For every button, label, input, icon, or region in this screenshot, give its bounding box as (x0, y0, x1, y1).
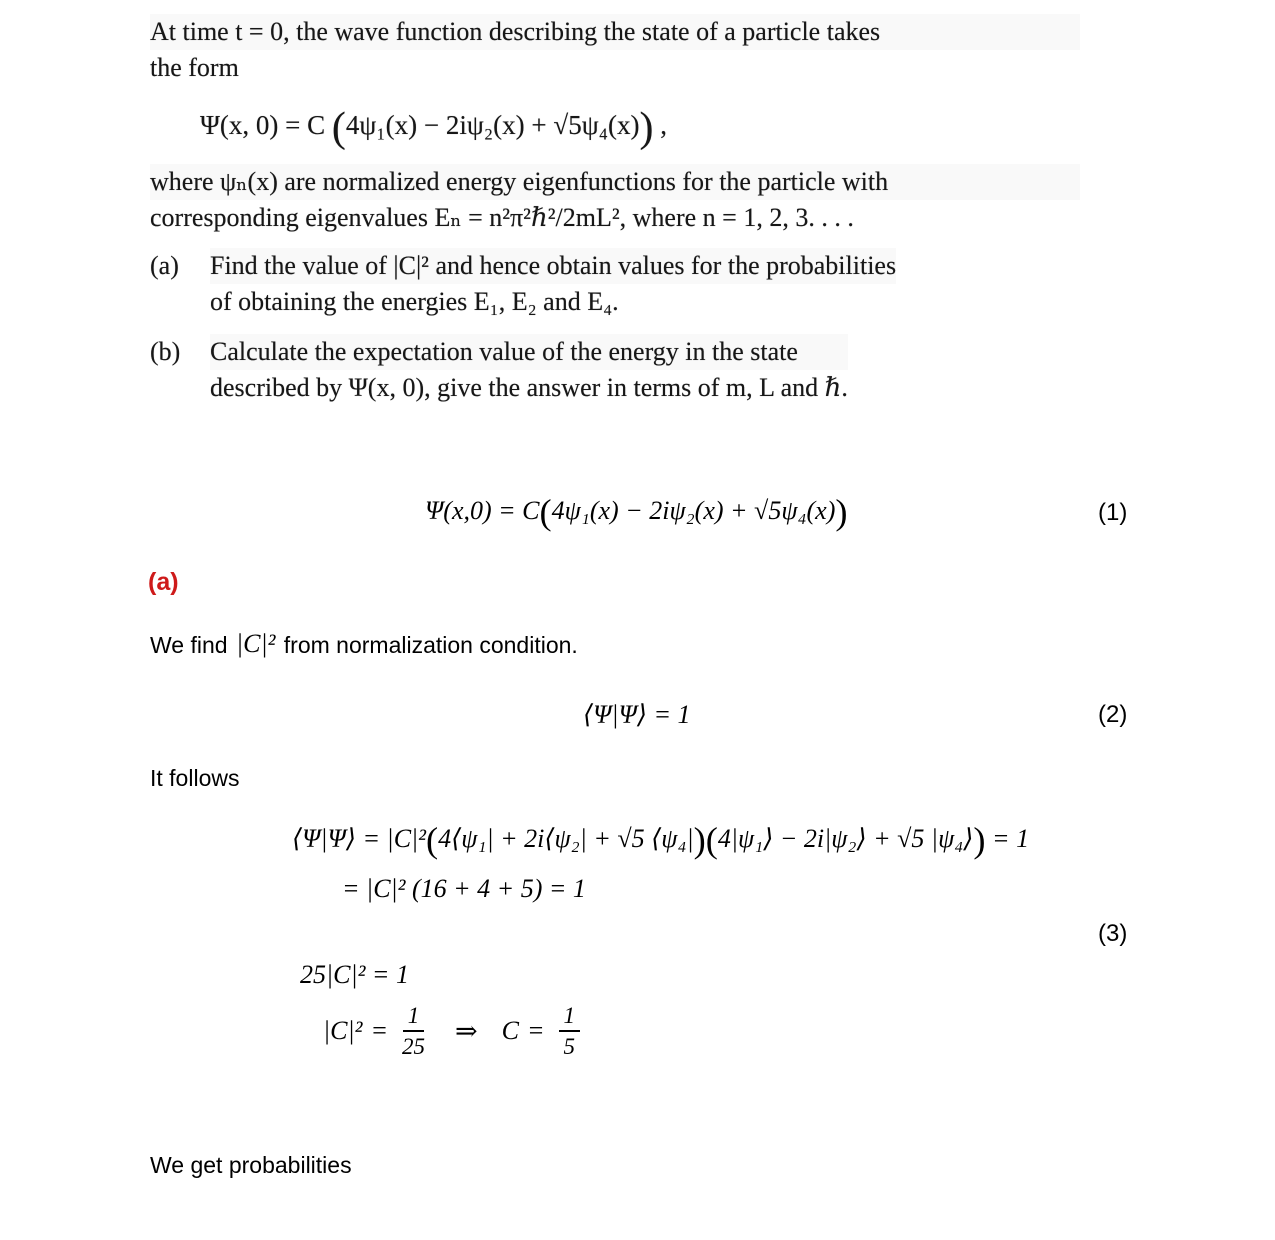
item-b-line: described by Ψ(x, 0), give the answer in terms of m, L and ℏ. (210, 373, 848, 402)
equation-number-3: (3) (1098, 920, 1128, 947)
eq3-seg: ⟨Ψ|Ψ⟩ = |C|² (292, 824, 426, 853)
problem-paragraph-line: corresponding eigenvalues Eₙ = n²π²ℏ²/2mL², where n = 1, 2, 3. . . . (150, 203, 854, 232)
item-b-text (210, 334, 848, 406)
close-paren: ) (835, 492, 848, 533)
problem-item-b (150, 334, 1080, 406)
fraction-denominator: 25 (401, 1034, 425, 1059)
open-paren: ( (331, 105, 346, 152)
sentence-prefix: We find (150, 632, 234, 658)
closing-text: We get probabilities (150, 1152, 352, 1178)
section-a-heading: (a) (148, 568, 179, 596)
problem-statement (150, 14, 1080, 406)
close-paren: ) (973, 820, 986, 861)
c-squared-math: |C|² (235, 629, 276, 658)
item-a-text (210, 248, 896, 320)
eq5-lhs2: C (501, 1016, 519, 1045)
eq3-seg: 4⟨ψ₁| + 2i⟨ψ₂| + √5 ⟨ψ₄| (438, 824, 694, 853)
equation-number-2: (2) (1098, 701, 1128, 728)
open-paren: ( (705, 820, 718, 861)
close-paren: ) (639, 105, 654, 152)
find-c2-sentence (150, 630, 578, 660)
fraction-denominator: 5 (563, 1034, 575, 1059)
problem-equation (200, 96, 1080, 154)
solution-equation-5 (323, 998, 586, 1064)
problem-paragraph-line: the form (150, 53, 239, 82)
implies-arrow: ⇒ (454, 1016, 478, 1046)
open-paren: ( (539, 492, 552, 533)
equals-sign: = (526, 1016, 545, 1045)
eq1-lhs: Ψ(x,0) = C (425, 496, 540, 525)
sentence-suffix: from normalization condition. (277, 632, 578, 658)
item-b-line: Calculate the expectation value of the energy in the state (210, 334, 848, 370)
solution-equation-4: 25|C|² = 1 (300, 960, 409, 989)
eq5-lhs: |C|² (323, 1016, 363, 1045)
item-a-line: of obtaining the energies E₁, E₂ and E₄. (210, 287, 619, 316)
eq1-body: 4ψ₁(x) − 2iψ₂(x) + √5ψ₄(x) (551, 496, 836, 525)
item-b-label: (b) (150, 337, 181, 366)
equation-body: 4ψ₁(x) − 2iψ₂(x) + √5ψ₄(x) (345, 110, 640, 140)
open-paren: ( (425, 820, 439, 861)
equation-lhs: Ψ(x, 0) = C (200, 110, 332, 140)
it-follows-text: It follows (150, 765, 240, 791)
item-a-label: (a) (150, 251, 179, 280)
fraction-1-5 (559, 1002, 581, 1060)
solution-equation-3-line1 (292, 820, 1030, 861)
equation-number-1: (1) (1098, 499, 1128, 526)
close-paren: ) (693, 820, 706, 861)
equation-tail: , (653, 110, 667, 140)
problem-item-a (150, 248, 1080, 320)
equals-sign: = (370, 1016, 388, 1045)
eq3-seg: 4|ψ₁⟩ − 2i|ψ₂⟩ + √5 |ψ₄⟩ (717, 824, 974, 853)
item-a-line: Find the value of |C|² and hence obtain values for the probabilities (210, 248, 896, 284)
fraction-numerator: 1 (559, 1002, 581, 1032)
solution-equation-3-line2: = |C|² (16 + 4 + 5) = 1 (342, 874, 586, 903)
problem-paragraph-line: where ψₙ(x) are normalized energy eigenfunctions for the particle with (150, 164, 1080, 200)
problem-paragraph-line: At time t = 0, the wave function describing the state of a particle takes (150, 14, 1080, 50)
fraction-numerator: 1 (403, 1002, 425, 1032)
solution-equation-1 (425, 492, 848, 533)
eq3-seg: = 1 (985, 824, 1030, 853)
solution-equation-2: ⟨Ψ|Ψ⟩ = 1 (583, 700, 691, 729)
fraction-1-25 (402, 1002, 425, 1060)
